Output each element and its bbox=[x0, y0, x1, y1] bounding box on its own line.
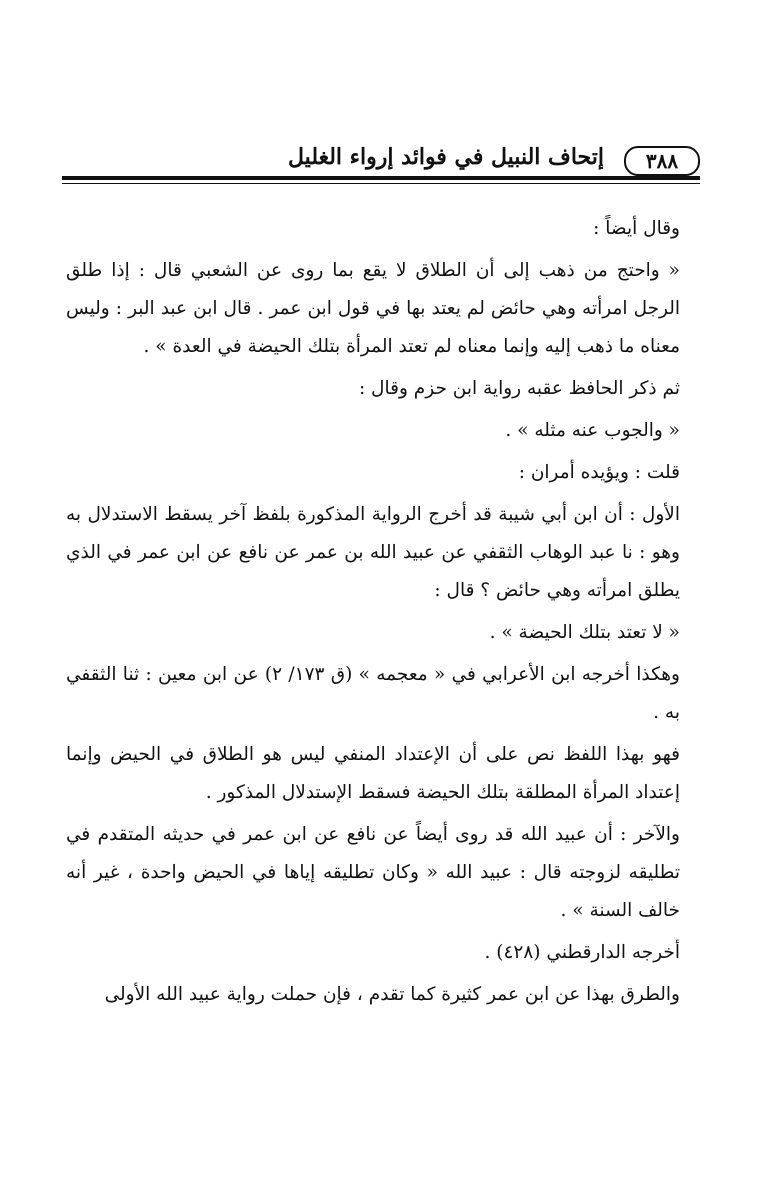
header-rule-thick bbox=[62, 176, 700, 180]
paragraph: فهو بهذا اللفظ نص على أن الإعتداد المنفي ليس هو الطلاق في الحيض وإنما إعتداد المرأة المطلقة بتلك الحيضة فسقط الإستدلال المذكور . bbox=[66, 744, 680, 803]
paragraph: « واحتج من ذهب إلى أن الطلاق لا يقع بما روى عن الشعبي قال : إذا طلق الرجل امرأته وهي حائض لم يعتد بها في قول ابن عمر . قال ابن عبد البر : وليس معناه ما ذهب إليه وإنما معناه لم تعتد المرأة بتلك الحيضة في العدة » . bbox=[66, 260, 680, 357]
page-header bbox=[62, 132, 700, 184]
paragraph: والطرق بهذا عن ابن عمر كثيرة كما تقدم ، فإن حملت رواية عبيد الله الأولى bbox=[104, 984, 680, 1005]
paragraph: « لا تعتد بتلك الحيضة » . bbox=[489, 622, 680, 643]
paragraph: ثم ذكر الحافظ عقبه رواية ابن حزم وقال : bbox=[358, 378, 680, 399]
page-number: ٣٨٨ bbox=[624, 146, 700, 176]
paragraph: الأول : أن ابن أبي شيبة قد أخرج الرواية المذكورة بلفظ آخر يسقط الاستدلال به وهو : نا عبد الوهاب الثقفي عن عبيد الله بن عمر عن نافع عن ابن عمر في الذي يطلق امرأته وهي حائض ؟ قال : bbox=[66, 504, 680, 601]
header-rule-thin bbox=[62, 183, 700, 184]
paragraph: وقال أيضاً : bbox=[593, 218, 680, 239]
paragraph: وهكذا أخرجه ابن الأعرابي في « معجمه » (ق ١٧٣/ ٢) عن ابن معين : ثنا الثقفي به . bbox=[66, 664, 680, 723]
paragraph: قلت : ويؤيده أمران : bbox=[518, 462, 680, 483]
paragraph: أخرجه الدارقطني (٤٢٨) . bbox=[484, 942, 680, 963]
paragraph: « والجوب عنه مثله » . bbox=[505, 420, 680, 441]
page-body bbox=[66, 210, 680, 1018]
book-title: إتحاف النبيل في فوائد إرواء الغليل bbox=[288, 144, 604, 170]
paragraph: والآخر : أن عبيد الله قد روى أيضاً عن نافع عن ابن عمر في حديثه المتقدم في تطليقه لزوجته قال : عبيد الله « وكان تطليقه إياها في الحيض واحدة ، غير أنه خالف السنة » . bbox=[66, 824, 680, 921]
